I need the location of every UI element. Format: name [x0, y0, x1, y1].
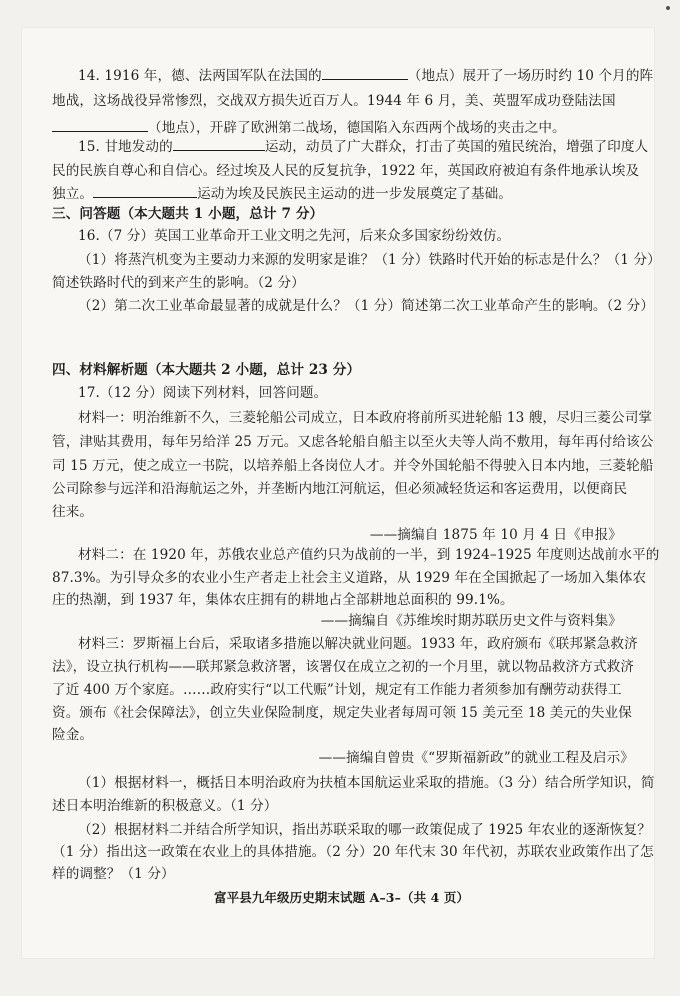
material3-line: 险金。	[52, 727, 94, 743]
q17-part1-line2: 述日本明治维新的积极意义。（1 分）	[52, 798, 278, 814]
q17-part2-line3: 样的调整？（1 分）	[52, 866, 175, 882]
q14-text-c: （地点），开辟了欧洲第二战场，德国陷入东西两个战场的夹击之中。	[148, 120, 566, 136]
scan-mark	[666, 6, 670, 10]
q17-intro: 17.（12 分）阅读下列材料，回答问题。	[78, 385, 328, 401]
q15-blank-1	[173, 137, 265, 151]
material1-line: 往来。	[52, 504, 94, 520]
q15-line2: 民的民族自尊心和自信心。经过埃及人民的反复抗争，1922 年，英国政府被迫有条件地承认埃及	[52, 163, 640, 179]
material3-line: 材料三：罗斯福上台后，采取诸多措施以解决就业问题。1933 年，政府颁布《联邦紧急救济	[78, 636, 638, 652]
q15-text-a: 15. 甘地发动的	[78, 139, 173, 155]
q16-part1-line2: 简述铁路时代的到来产生的影响。（2 分）	[52, 275, 305, 291]
material1-source: ——摘编自 1875 年 10 月 4 日《申报》	[369, 527, 622, 543]
material2-line: 材料二：在 1920 年，苏俄农业总产值约只为战前的一半，到 1924–1925 年度则达战前水平的	[78, 547, 660, 563]
material1-line: 公司除参与远洋和沿海航运之外，并垄断内地江河航运，但必须减轻货运和客运费用，以便商民	[52, 481, 628, 497]
q15-line1	[78, 137, 648, 157]
q14-text-b: （地点）展开了一场历时约 10 个月的阵	[407, 68, 654, 84]
material3-line: 了近 400 万个家庭。……政府实行“以工代赈”计划，规定有工作能力者须参加有酬劳动获得工	[52, 682, 622, 698]
q14-blank-1	[322, 66, 408, 80]
q16-part1-line1: （1）将蒸汽机变为主要动力来源的发明家是谁？（1 分）铁路时代开始的标志是什么？（1 分）	[78, 252, 661, 268]
q15-text-d: 运动为埃及民族民主运动的进一步发展奠定了基础。	[197, 186, 513, 202]
material2-source: ——摘编自《苏维埃时期苏联历史文件与资料集》	[320, 613, 622, 629]
q15-text-b: 运动，动员了广大群众，打击了英国的殖民统治，增强了印度人	[264, 139, 649, 155]
q15-line3	[52, 184, 512, 204]
material3-line: 法》，设立执行机构——联邦紧急救济署，该署仅在成立之初的一个月里，就以物品救济方式救济	[52, 659, 635, 675]
material2-line: 87.3%。为引导众多的农业小生产者走上社会主义道路，从 1929 年在全国掀起了一场加入集体农	[52, 570, 647, 586]
q15-text-c: 独立。	[52, 186, 94, 202]
q14-text-a: 14. 1916 年，德、法两国军队在法国的	[78, 68, 322, 84]
q17-part1-line1: （1）根据材料一，概括日本明治政府为扶植本国航运业采取的措施。（3 分）结合所学知识，简	[78, 775, 655, 791]
q17-part2-line2: （1 分）指出这一政策在农业上的具体措施。（2 分）20 年代末 30 年代初，苏联农业政策作出了怎	[52, 844, 654, 860]
section4-title: 四、材料解析题（本大题共 2 小题，总计 23 分）	[52, 362, 361, 378]
material3-source: ——摘编自曾贵《“罗斯福新政”的就业工程及启示》	[318, 750, 634, 766]
q14-line1	[78, 66, 653, 86]
q14-line2: 地战，这场战役异常惨烈，交战双方损失近百万人。1944 年 6 月，美、英盟军成功登陆法国	[52, 93, 616, 109]
material1-line: 材料一：明治维新不久，三菱轮船公司成立，日本政府将前所买进轮船 13 艘，尽归三菱公司掌	[78, 410, 653, 426]
q16-intro: 16.（7 分）英国工业革命开工业文明之先河，后来众多国家纷纷效仿。	[78, 228, 511, 244]
page-footer: 富平县九年级历史期末试题 A–3–（共 4 页）	[214, 890, 470, 905]
material2-line: 庄的热潮，到 1937 年，集体农庄拥有的耕地占全部耕地总面积的 99.1%。	[52, 592, 514, 608]
material3-line: 资。颁布《社会保障法》，创立失业保险制度，规定失业者每周可领 15 美元至 18 美元的失业保	[52, 705, 632, 721]
section3-title: 三、问答题（本大题共 1 小题，总计 7 分）	[52, 206, 324, 222]
q16-part2: （2）第二次工业革命最显著的成就是什么？（1 分）简述第二次工业革命产生的影响。（2 分）	[78, 298, 655, 314]
material1-line: 司 15 万元，使之成立一书院，以培养船上各岗位人才。并令外国轮船不得驶入日本内地，三菱轮船	[52, 458, 654, 474]
material1-line: 管，津贴其费用，每年另给洋 25 万元。又虑各轮船自船主以至火夫等人尚不敷用，每年再付给该公	[52, 434, 654, 450]
q14-blank-2	[52, 118, 148, 132]
q15-blank-2	[93, 184, 197, 198]
q14-line3	[52, 118, 566, 138]
q17-part2-line1: （2）根据材料二并结合所学知识，指出苏联采取的哪一政策促成了 1925 年农业的逐渐恢复？	[78, 822, 651, 838]
